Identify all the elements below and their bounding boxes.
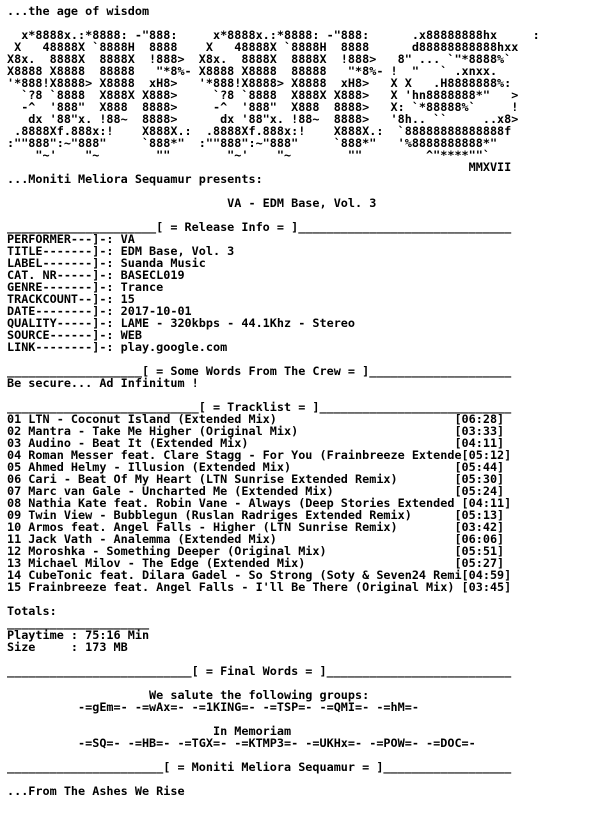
nfo-line: Size : 173 MB (7, 640, 128, 654)
nfo-line: VA - EDM Base, Vol. 3 (7, 196, 377, 210)
nfo-line: X8x. 8888X 8888X !888> X8x. 8888X 8888X !888> 8" ... `"*8888%` (7, 52, 512, 66)
nfo-line: ___________________[ = Some Words From The Crew = ]____________________ (7, 364, 512, 378)
nfo-line: 08 Nathia Kate feat. Robin Vane - Always (Deep Stories Extended [04:11] (7, 496, 512, 510)
nfo-line: DATE--------]-: 2017-10-01 (7, 304, 192, 318)
nfo-line: -^ '888" X888 8888> -^ '888" X888 8888> X: `*88888%` ! (7, 100, 519, 114)
nfo-text (7, 5, 540, 797)
nfo-line: ...Moniti Meliora Sequamur presents: (7, 172, 263, 186)
nfo-line: `?8 `8888 X888X X888> `?8 `8888 X888X X888> X 'hn8888888*" > (7, 88, 519, 102)
nfo-line: 14 CubeTonic feat. Dilara Gadel - So Strong (Soty & Seven24 Remi[04:59] (7, 568, 512, 582)
nfo-line: ______________________[ = Moniti Meliora Sequamur = ]__________________ (7, 760, 512, 774)
nfo-line: ...the age of wisdom (7, 4, 150, 18)
nfo-line: PERFORMER---]-: VA (7, 232, 135, 246)
nfo-line: x*8888x.:*8888: -"888: x*8888x.:*8888: -"888: .x88888888hx : (7, 28, 540, 42)
nfo-line: :""888":~"888" `888*" :""888":~"888" `888*" '%8888888888*" (7, 136, 498, 150)
nfo-line: _____________________[ = Release Info = ]______________________________ (7, 220, 512, 234)
nfo-line: 02 Mantra - Take Me Higher (Original Mix) [03:33] (7, 424, 505, 438)
nfo-line: 10 Armos feat. Angel Falls - Higher (LTN Sunrise Remix) [03:42] (7, 520, 505, 534)
nfo-line: 04 Roman Messer feat. Clare Stagg - For You (Frainbreeze Extende[05:12] (7, 448, 512, 462)
nfo-line: 03 Audino - Beat It (Extended Mix) [04:11] (7, 436, 505, 450)
nfo-line: __________________________[ = Final Words = ]__________________________ (7, 664, 512, 678)
nfo-line: ____________________ (7, 616, 150, 630)
nfo-line: 01 LTN - Coconut Island (Extended Mix) [06:28] (7, 412, 505, 426)
nfo-line: SOURCE------]-: WEB (7, 328, 142, 342)
nfo-line: X8888 X8888 88888 "*8%- X8888 X8888 88888 "*8%- ! " ` .xnxx. (7, 64, 498, 78)
nfo-line: CAT. NR-----]-: BASECL019 (7, 268, 185, 282)
nfo-line: X 48888X `8888H 8888 X 48888X `8888H 8888 d88888888888hxx (7, 40, 519, 54)
nfo-line: -=SQ=- -=HB=- -=TGX=- -=KTMP3=- -=UKHx=- -=POW=- -=DOC=- (7, 736, 476, 750)
nfo-line: TRACKCOUNT--]-: 15 (7, 292, 135, 306)
nfo-line: TITLE-------]-: EDM Base, Vol. 3 (7, 244, 235, 258)
nfo-line: 11 Jack Vath - Analemma (Extended Mix) [06:06] (7, 532, 505, 546)
nfo-line: LINK--------]-: play.google.com (7, 340, 228, 354)
nfo-line: 12 Moroshka - Something Deeper (Original Mix) [05:51] (7, 544, 505, 558)
nfo-line: 13 Michael Milov - The Edge (Extended Mix) [05:27] (7, 556, 505, 570)
nfo-line: 09 Twin View - Bubblegun (Ruslan Radriges Extended Remix) [05:13] (7, 508, 505, 522)
nfo-line: Totals: (7, 604, 57, 618)
nfo-line: LABEL-------]-: Suanda Music (7, 256, 206, 270)
nfo-line: "~' "~ "" "~' "~ "" ^"****""` (7, 148, 490, 162)
nfo-line: MMXVII (7, 160, 512, 174)
nfo-line: In Memoriam (7, 724, 292, 738)
nfo-line: .8888Xf.888x:! X888X.: .8888Xf.888x:! X888X.: `88888888888888f (7, 124, 512, 138)
nfo-line: ...From The Ashes We Rise (7, 784, 185, 798)
nfo-line: ___________________________[ = Tracklist = ]___________________________ (7, 400, 512, 414)
nfo-line (7, 593, 540, 605)
nfo-line: Playtime : 75:16 Min (7, 628, 150, 642)
nfo-line: 15 Frainbreeze feat. Angel Falls - I'll Be There (Original Mix) [03:45] (7, 580, 512, 594)
nfo-line: Be secure... Ad Infinitum ! (7, 376, 199, 390)
nfo-line: We salute the following groups: (7, 688, 370, 702)
nfo-line: dx '88"x. !88~ 8888> dx '88"x. !88~ 8888> '8h.. `` ..x8> (7, 112, 519, 126)
nfo-line: -=gEm=- -=wAx=- -=1KING=- -=TSP=- -=QMI=- -=hM=- (7, 700, 419, 714)
nfo-line: '*888!X8888> X8888 xH8> '*888!X8888> X8888 xH8> X X .H8888888%: (7, 76, 512, 90)
nfo-line: 06 Cari - Beat Of My Heart (LTN Sunrise Extended Remix) [05:30] (7, 472, 505, 486)
nfo-line: 05 Ahmed Helmy - Illusion (Extended Mix) [05:44] (7, 460, 505, 474)
nfo-line: QUALITY-----]-: LAME - 320kbps - 44.1Khz - Stereo (7, 316, 356, 330)
nfo-line: 07 Marc van Gale - Uncharted Me (Extended Mix) [05:24] (7, 484, 505, 498)
nfo-line: GENRE-------]-: Trance (7, 280, 164, 294)
